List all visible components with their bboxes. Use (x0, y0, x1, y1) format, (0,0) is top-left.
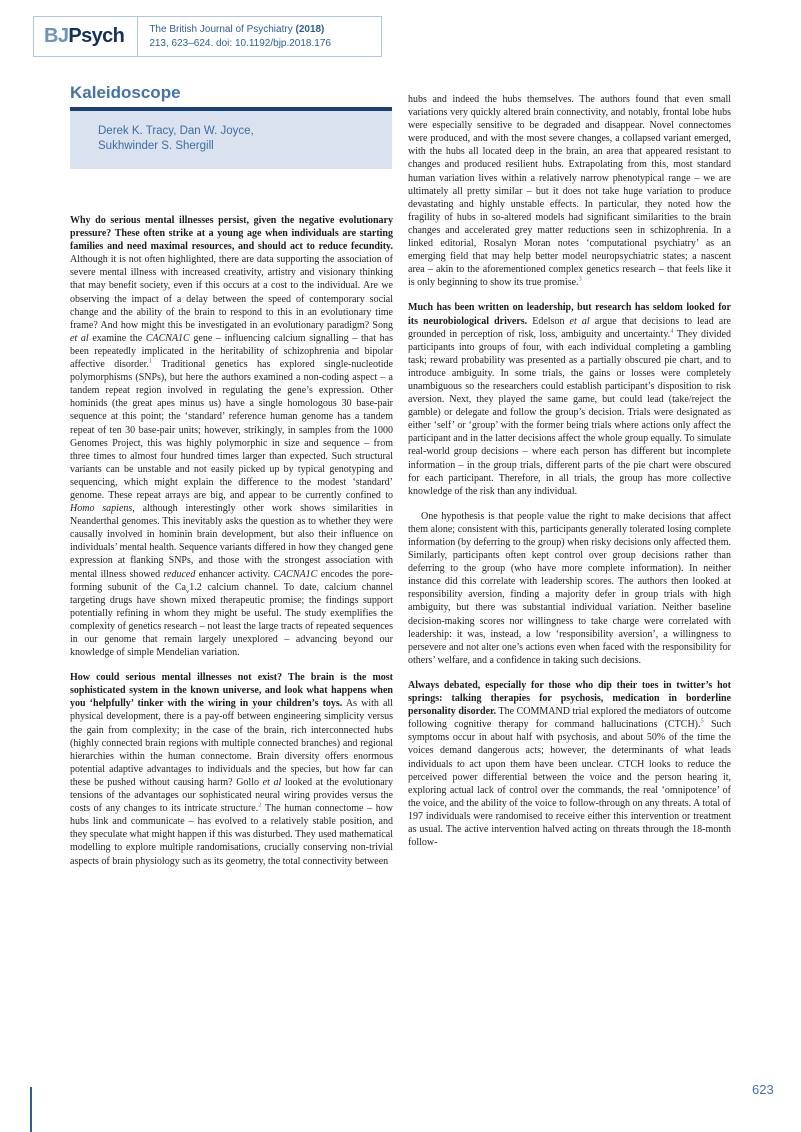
body-text: , although interestingly other work shows similarities in Neanderthal genomes. This inevitably asks the question as to whether they were causally involved in hominin brain development, but also their influence on individuals’ mental health. Sequence variants differed in how they changed gene expression at flanking SNPs, and those with the strongest association with mental illness showed (70, 503, 393, 580)
italic-text: et al (262, 776, 282, 788)
body-text: They divided participants into groups of four, with each individual completing a gambling task; reward probability was presented as a partially obscured pie chart, and to introduce ambiguity. In some trials, the gains or losses were completely unambiguous so the researchers could establish participant’s disposition to risk aversion. Next, they played the same game, but could lead (take/reject the gamble) or delegate and follow the group’s decision. Trials were designated as either ‘self’ or ‘group’ with the former being trials where actions only affect the participant and in the latter decisions affect the whole group equally. To simulate real-world group decisions – where each person has different but incomplete information – in the group trials, different parts of the pie chart were obscured for each participant. Therefore, in all trials, the group has more collective knowledge of the risk than any individual. (408, 328, 731, 497)
bold-lead-text: Much has been written on leadership, but research has seldom looked for its neurobiological drivers. (408, 302, 731, 327)
journal-citation-block (138, 17, 331, 56)
reference-superscript: 1 (148, 357, 153, 365)
spine-mark (30, 1087, 32, 1132)
reference-superscript: 5 (700, 717, 704, 725)
reference-superscript: 4 (670, 327, 674, 335)
logo-psych-text: Psych (68, 25, 125, 47)
body-text: encodes the pore-forming subunit of the Ca (70, 568, 393, 593)
journal-doi-line: 213, 623–624. doi: 10.1192/bjp.2018.176 (149, 37, 331, 49)
body-text: looked at the evolutionary tensions of the advantages our sophisticated neural wiring provides versus the costs of any changes to its intricate structure. (70, 776, 393, 815)
author-line-1: Derek K. Tracy, Dan W. Joyce, (98, 125, 254, 137)
bjpsych-logo (34, 17, 137, 56)
bold-lead-text: How could serious mental illnesses not exist? The brain is the most sophisticated system in the known universe, and look what happens when you ‘helpfully’ tinker with the wiring in your children’s toys. (70, 672, 393, 710)
italic-text: reduced (163, 568, 196, 580)
body-text: One hypothesis is that people value the right to make decisions that affect them alone; consistent with this, participants generally tolerated losing complete information (by deferring to the group) when risky decisions only affected them. Similarly, participants often kept control over group decisions rather than deferring to the group (who have more complete information). In neither instance did this correlate with leadership scores. The authors then looked at responsibility aversion, finding a majority defer in group trials with high ambiguity, but there was substantial individual variation. Neither baseline decision-making scores nor willingness to take charge were correlated with leadership: it was, instead, a low ‘responsibility aversion’, a willingness to persevere and not alter one’s actions even when faced with the responsibility for others’ welfare, and a confidence in taking such decisions. (408, 510, 731, 666)
reference-superscript: 2 (258, 801, 262, 809)
author-line-2: Sukhwinder S. Shergill (98, 140, 214, 152)
journal-title: The British Journal of Psychiatry (149, 24, 296, 35)
bold-lead-text: Always debated, especially for those who dip their toes in twitter’s hot springs: talking therapies for psychosis, medication in borderline personality disorder. (408, 679, 731, 718)
italic-text: Homo sapiens (70, 503, 133, 515)
body-text: argue that decisions to lead are grounded in perception of risk, loss, ambiguity and uncertainty. (408, 315, 731, 340)
bold-lead-text: Why do serious mental illnesses persist, given the negative evolutionary pressure? These often strike at a young age when individuals are starting families and need maximal resources, and should act to reduce fecundity. (70, 215, 393, 253)
body-text: The COMMAND trial explored the mediators of outcome following cognitive therapy for command hallucinations (CTCH). (408, 706, 731, 731)
body-text: examine the (88, 332, 146, 344)
body-text: 1.2 calcium channel. To date, calcium channel targeting drugs have shown mixed therapeutic promise; the findings support potentially refining in whom they might be useful. The study exemplifies the complexity of genetics research – not least the large tracts of repeated sequences in our genome that remain largely unexplored – advancing beyond our knowledge of simple Mendelian variation. (70, 581, 394, 659)
journal-header-box (33, 16, 382, 57)
body-text: enhancer activity. (195, 568, 274, 580)
italic-text: CACNA1C (273, 568, 318, 580)
article-column-right (408, 93, 731, 861)
body-text: Such symptoms occur in about half with psychosis, and about 50% of the time the voices demand dangerous acts; however, the determinants of what leads individuals to act upon them have been unclear. CTCH looks to reduce the perceived power differential between the voice and the person hearing it, exploring actual lack of control over the commands, the real ‘omnipotence’ of the voice, and the ability of the voice to follow-through on any threats. A total of 197 individuals were randomised to receive either this intervention or treatment as usual. The active intervention halved acting on threats through the 18-month follow- (408, 719, 731, 849)
italic-text: et al (70, 332, 89, 344)
paragraph (70, 671, 393, 867)
subscript-text: v (185, 587, 190, 595)
section-title: Kaleidoscope (70, 83, 181, 102)
logo-bj-text: BJ (44, 25, 69, 47)
italic-text: et al (569, 315, 590, 327)
page-number: 623 (752, 1082, 774, 1097)
body-text: As with all physical development, there is a pay-off between engineering simplicity versus the gain from complexity; in the case of the brain, rich interconnected hubs (highly connected brain regions with multiple connected branches) and regional hierarchies within the human connectome. Brain diversity offers enormous potential adaptive advantages to individuals and the species, but how far can these be pushed without causing harm? Gollo (70, 698, 393, 788)
journal-year: (2018) (295, 24, 325, 35)
body-text: gene – influencing calcium signalling – that has been repeatedly implicated in the heritability of schizophrenia and bipolar affective disorder. (70, 332, 394, 371)
paragraph (408, 510, 731, 667)
authors-box (70, 107, 392, 169)
paragraph (408, 93, 731, 289)
paragraph (408, 301, 731, 497)
paragraph (70, 214, 393, 659)
journal-title-line (149, 23, 331, 37)
body-text: Traditional genetics has explored single-nucleotide polymorphisms (SNPs), but here the authors examined a non-coding aspect – a tandem repeat region involved in regulating the gene’s expression. Other hominids (the great apes minus us) have a single homologous 30 base-pair sequence at this point; the ‘standard’ reference human genome has a tandem repeat of ten 30 base-pair units; however, strikingly, in samples from the 1000 Genomes Project, this was highly polymorphic in size and sequence – from three times to almost four hundred times larger than expected. Such structural variants can be unstable and not easily picked up by typical genotyping and sequencing, which might explain the difference to the modest ‘standard’ genome. These repeat arrays are big, and appear to be currently confined to (70, 359, 393, 501)
article-column-left (70, 214, 393, 880)
reference-superscript: 3 (578, 275, 582, 283)
body-text: hubs and indeed the hubs themselves. The authors found that even small variations very quickly altered brain connectivity, and notably, frontal lobe hubs were especially sensitive to be degraded and disappear. Novel connectomes were produced, and with the most severe changes, a collapsed variant emerged, with the hubs all located deep in the brain, an area that appeared resistant to changes and produced resilient hubs. Extrapolating from this, most standard human variation lives within a relatively narrow phenotypical range – we are ultimately all pretty similar – but it does not take huge variation to produce devastating and highly unstable effects. In particular, they noted how the fragility of hubs in so-altered models had significant similarities to the brain changes and accelerated grey matter reductions seen in schizophrenia. In a linked editorial, Rosalyn Moran notes ‘computational psychiatry’ as an emerging field that may help better model neuropsychiatric states; a nascent area – akin to the aforementioned complex genetics research – that feels like it is only beginning to show its true promise. (408, 94, 731, 289)
paragraph (408, 679, 731, 849)
body-text: Edelson (527, 315, 570, 327)
italic-text: CACNA1C (145, 332, 190, 344)
body-text: The human connectome – how hubs link and communicate – has evolved to a relatively stable position, and they speculate what might happen if this was disturbed. They used mathematical modelling to explore multiple randomisations, crucially conserving non-trivial aspects of brain physiology such as its geometry, the total connectivity between (70, 803, 393, 867)
body-text: Although it is not often highlighted, there are data supporting the association of severe mental illness with increased creativity, artistry and visionary thinking that may benefit society, even if this occurs at a cost to the individual. Are we observing the impact of a delay between the speed of contemporary social change and the ability of the brain to respond to this in an evolutionary time frame? And how might this be investigated in an evolutionary paradigm? Song (70, 254, 393, 331)
